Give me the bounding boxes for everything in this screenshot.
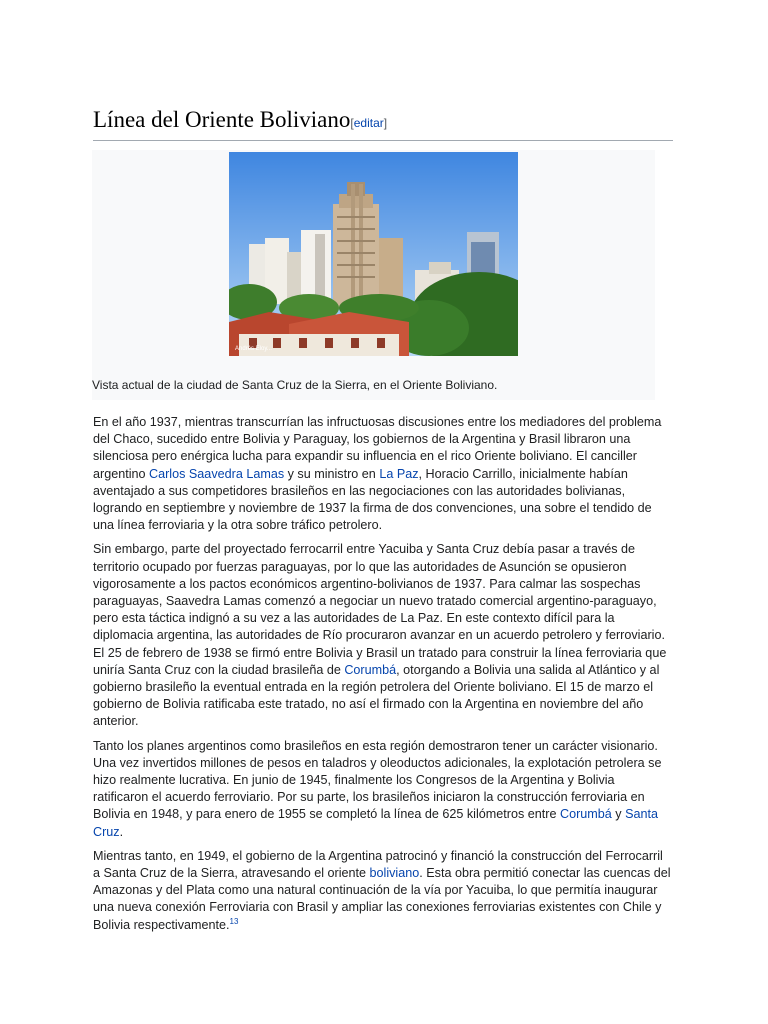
paragraph — [93, 738, 673, 841]
paragraph-text: y — [611, 807, 626, 822]
article-body — [93, 414, 673, 941]
paragraph — [93, 414, 673, 534]
paragraph — [93, 541, 673, 730]
edit-section-link-wrapper — [350, 116, 387, 130]
link-corumba[interactable]: Corumbá — [559, 807, 612, 822]
reference-link[interactable]: 13 — [229, 916, 239, 926]
paragraph-text: y su ministro en — [284, 466, 380, 481]
link-boliviano[interactable]: boliviano — [369, 866, 420, 881]
paragraph-text: . Esta obra permitió conectar las cuencas del Amazonas y del Plata como una natural continuación de la vía por Yacuiba, lo que permitía inaugurar una nueva conexión Ferroviaria con Brasil y ampliar las conexiones ferroviarias existentes con Chile y Bolivia respectivamente. — [93, 866, 671, 932]
edit-bracket-open: [ — [350, 116, 354, 130]
paragraph-text: Sin embargo, parte del proyectado ferrocarril entre Yacuiba y Santa Cruz debía pasar a través de territorio ocupado por fuerzas paraguayas, por lo que las autoridades de Asunción se opusieron vigorosamente a los pactos económicos argentino-bolivianos de 1937. Para calmar las sospechas paraguayas, Saavedra Lamas comenzó a negociar un nuevo tratado comercial argentino-paraguayo, pero esta táctica indignó a su vez a las autoridades de La Paz. En este contexto difícil para la diplomacia argentina, las autoridades de Río procuraron avanzar en un acuerdo petrolero y ferroviario. El 25 de febrero de 1938 se firmó entre Bolivia y Brasil un tratado para construir la línea ferroviaria que uniría Santa Cruz con la ciudad brasileña de — [93, 542, 667, 677]
paragraph-text: . — [119, 824, 124, 839]
link-la-paz[interactable]: La Paz — [379, 466, 419, 481]
paragraph-text: Tanto los planes argentinos como brasileños en esta región demostraron tener un carácter visionario. Una vez invertidos millones de pesos en taladros y oleoductos adicionales, la explotación petrolera se hizo realmente lucrativa. En junio de 1945, finalmente los Congresos de la Argentina y Bolivia ratificaron el acuerdo ferroviario. Por su parte, los brasileños iniciaron la construcción ferroviaria en Bolivia en 1948, y para enero de 1955 se completó la línea de 625 kilómetros entre — [93, 738, 662, 822]
link-carlos-saavedra-lamas[interactable]: Carlos Saavedra Lamas — [149, 466, 285, 481]
edit-bracket-close: ] — [383, 116, 388, 130]
link-santa-cruz[interactable]: Santa Cruz — [93, 807, 658, 839]
figure-caption: Vista actual de la ciudad de Santa Cruz de la Sierra, en el Oriente Boliviano. — [92, 378, 498, 392]
paragraph-text: Mientras tanto, en 1949, el gobierno de la Argentina patrocinó y financió la construcción del Ferrocarril a Santa Cruz de la Sierra, atravesando el oriente — [93, 848, 663, 881]
paragraph — [93, 848, 673, 934]
edit-section-link[interactable]: editar — [353, 116, 384, 130]
figure-thumbnail — [92, 150, 655, 400]
paragraph-text: En el año 1937, mientras transcurrían las infructuosas discusiones entre los mediadores del problema del Chaco, sucedido entre Bolivia y Paraguay, los gobiernos de la Argentina y Brasil libraron una silenciosa pero enérgica lucha para expandir su influencia en el rico Oriente boliviano. El canciller argentino — [93, 415, 662, 481]
photo-watermark: Andrés Eloy... — [235, 346, 272, 352]
link-corumba[interactable]: Corumbá — [344, 662, 397, 677]
section-title: Línea del Oriente Boliviano — [93, 107, 351, 132]
paragraph-text: , otorgando a Bolivia una salida al Atlántico y al gobierno brasileño la eventual entrada en la región petrolera del Oriente boliviano. El 15 de marzo el gobierno de Bolivia ratificaba este tratado, no así el firmado con la Argentina en noviembre del año anterior. — [93, 662, 660, 729]
paragraph-text: , Horacio Carrillo, inicialmente habían aventajado a sus competidores brasileños en las negociaciones con las autoridades bolivianas, logrando en septiembre y noviembre de 1937 la firma de dos convenciones, una sobre el tendido de una línea ferroviaria y la otra sobre tráfico petrolero. — [93, 466, 652, 533]
city-skyline-image[interactable] — [229, 152, 518, 356]
section-heading — [93, 106, 673, 141]
